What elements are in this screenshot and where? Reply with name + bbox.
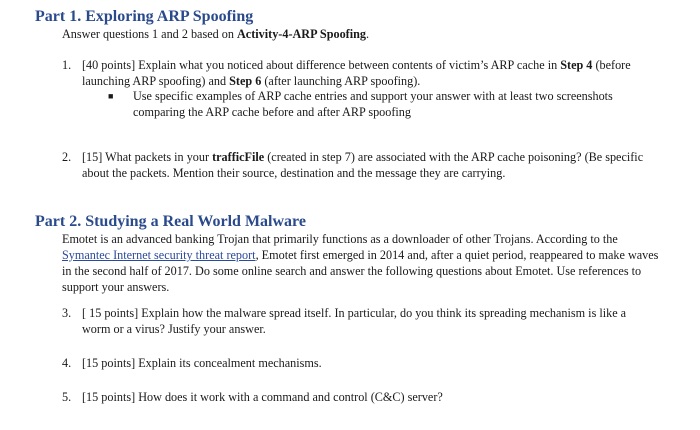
step-6-label: Step 6	[229, 74, 262, 88]
bullet-icon: ■	[108, 91, 114, 101]
question-3-text: [ 15 points] Explain how the malware spread itself. In particular, do you think its spreading mechanism is like a worm or a virus? Justify your answer.	[82, 306, 627, 336]
question-number: 4.	[62, 356, 72, 370]
symantec-report-link[interactable]: Symantec Internet security threat report	[62, 248, 256, 262]
question-4-text: [15 points] Explain its concealment mechanisms.	[82, 356, 322, 370]
activity-name: Activity-4-ARP Spoofing	[237, 27, 366, 41]
part1-heading: Part 1. Exploring ARP Spoofing	[35, 8, 254, 25]
question-2-text: [15] What packets in your trafficFile (created in step 7) are associated with the ARP cache poisoning? (Be specific about the packets. Mention their source, destination and the message they are carrying.	[82, 150, 644, 180]
question-number: 1.	[62, 58, 72, 72]
question-5-text: [15 points] How does it work with a command and control (C&C) server?	[82, 390, 443, 404]
question-number: 3.	[62, 306, 72, 320]
part1-intro-prefix: Answer questions 1 and 2 based on	[62, 27, 237, 41]
part1-intro	[62, 26, 662, 42]
question-number: 5.	[62, 390, 72, 404]
bullet-text: Use specific examples of ARP cache entries and support your answer with at least two screenshots comparing the ARP cache before and after ARP spoofing	[133, 89, 613, 119]
question-1-text: [40 points] Explain what you noticed about difference between contents of victim’s ARP cache in Step 4 (before launching ARP spoofing) and Step 6 (after launching ARP spoofing).	[82, 58, 631, 88]
step-4-label: Step 4	[560, 58, 593, 72]
part2-heading: Part 2. Studying a Real World Malware	[35, 213, 306, 230]
question-number: 2.	[62, 150, 72, 164]
traffic-file-label: trafficFile	[212, 150, 265, 164]
part1-intro-suffix: .	[365, 27, 370, 41]
part2-intro: Emotet is an advanced banking Trojan that primarily functions as a downloader of other Trojans. According to the Symantec Internet security threat report, Emotet first emerged in 2014 and, after a quiet period, reappeared to make waves in the second half of 2017. Do some online search and answer the following questions about Emotet. Use references to support your answers.	[62, 232, 659, 294]
